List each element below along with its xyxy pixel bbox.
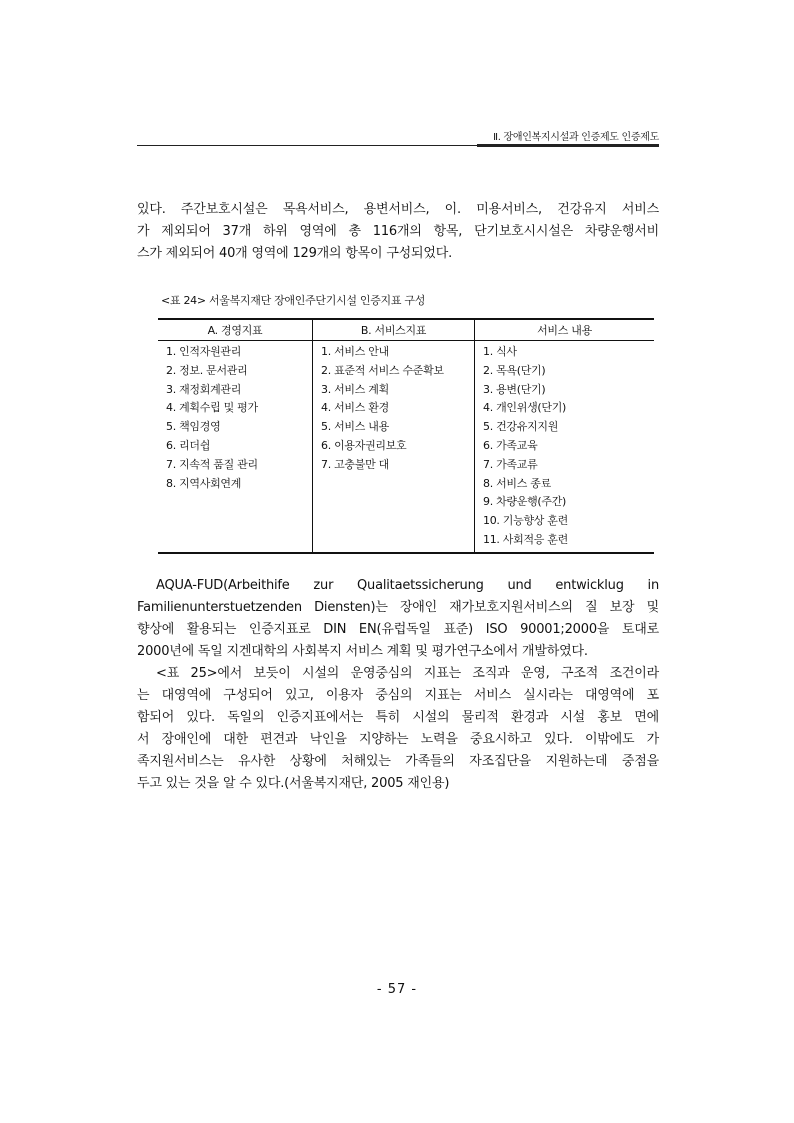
- list-item: 1. 서비스 안내: [321, 345, 389, 358]
- table-caption: <표 24> 서울복지재단 장애인주단기시설 인증지표 구성: [161, 294, 426, 307]
- list-item: 8. 지역사회연계: [166, 476, 242, 490]
- paragraph-line: 2000년에 독일 지겐대학의 사회복지 서비스 계획 및 평가연구소에서 개발하였다.: [137, 644, 588, 659]
- body-paragraph: [137, 575, 659, 795]
- list-item: 2. 표준적 서비스 수준확보: [321, 363, 444, 377]
- list-item: 1. 인적자원관리: [166, 345, 242, 358]
- paragraph-line: 두고 있는 것을 알 수 있다.(서울복지재단, 2005 재인용): [137, 776, 450, 791]
- paragraph-line: 함되어 있다. 독일의 인증지표에서는 특히 시설의 물리적 환경과 시설 홍보 면에: [137, 710, 659, 725]
- list-item: 10. 기능향상 훈련: [483, 514, 568, 528]
- intro-paragraph: [137, 199, 659, 265]
- paragraph-line: 향상에 활용되는 인증지표로 DIN EN(유럽독일 표준) ISO 90001;2000을 토대로: [137, 622, 659, 637]
- list-item: 7. 고충불만 대: [321, 457, 389, 471]
- list-item: 3. 재정회계관리: [166, 382, 242, 396]
- service-indicator-list: [313, 341, 475, 553]
- list-item: 5. 서비스 내용: [321, 420, 389, 434]
- list-item: 3. 용변(단기): [483, 382, 546, 396]
- list-item: 3. 서비스 계획: [321, 382, 389, 396]
- list-item: 4. 계획수립 및 평가: [166, 401, 258, 415]
- list-item: 9. 차량운행(주간): [483, 495, 567, 509]
- list-item: 5. 책임경영: [166, 420, 221, 434]
- list-item: 7. 가족교류: [483, 457, 538, 471]
- paragraph-line: <표 25>에서 보듯이 시설의 운영중심의 지표는 조직과 운영, 구조적 조건이라: [156, 666, 659, 681]
- list-item: 4. 서비스 환경: [321, 401, 389, 415]
- paragraph-line: 가 제외되어 37개 하위 영역에 총 116개의 항목, 단기보호시시설은 차량운행서비: [137, 224, 659, 239]
- list-item: 8. 서비스 종료: [483, 476, 551, 490]
- list-item: 2. 정보. 문서관리: [166, 363, 248, 377]
- paragraph-line: 족지원서비스는 유사한 상황에 처해있는 가족들의 자조집단을 지원하는데 중점을: [137, 754, 659, 769]
- list-item: 6. 리더쉽: [166, 438, 211, 452]
- page-number: - 57 -: [376, 982, 418, 997]
- column-header-management: A. 경영지표: [158, 319, 313, 341]
- list-item: 11. 사회적응 훈련: [483, 532, 568, 546]
- list-item: 6. 이용자권리보호: [321, 438, 407, 452]
- running-header: Ⅱ. 장애인복지시설과 인증제도 인증제도: [493, 132, 659, 143]
- paragraph-line: 는 대영역에 구성되어 있고, 이용자 중심의 지표는 서비스 실시라는 대영역에 포: [137, 688, 659, 703]
- header-rule-accent: [477, 144, 659, 147]
- column-header-service-content: 서비스 내용: [475, 319, 655, 341]
- list-item: 7. 지속적 품질 관리: [166, 457, 258, 471]
- paragraph-line: Familienunterstuetzenden Diensten)는 장애인 재가보호지원서비스의 질 보장 및: [137, 600, 659, 615]
- column-header-service: B. 서비스지표: [313, 319, 475, 341]
- paragraph-line: 서 장애인에 대한 편견과 낙인을 지양하는 노력을 중요시하고 있다. 이밖에도 가: [137, 732, 659, 747]
- paragraph-line: 스가 제외되어 40개 영역에 129개의 항목이 구성되었다.: [137, 246, 453, 261]
- list-item: 5. 건강유지지원: [483, 420, 559, 434]
- paragraph-line: AQUA-FUD(Arbeithife zur Qualitaetssicherung und entwicklug in: [156, 578, 659, 593]
- paragraph-line: 있다. 주간보호시설은 목욕서비스, 용변서비스, 이. 미용서비스, 건강유지 서비스: [137, 202, 659, 217]
- list-item: 2. 목욕(단기): [483, 363, 546, 377]
- list-item: 6. 가족교육: [483, 438, 538, 452]
- certification-indicator-table: [158, 318, 654, 554]
- list-item: 1. 식사: [483, 345, 517, 358]
- service-content-list: [475, 341, 655, 553]
- management-indicator-list: [158, 341, 313, 553]
- list-item: 4. 개인위생(단기): [483, 401, 567, 415]
